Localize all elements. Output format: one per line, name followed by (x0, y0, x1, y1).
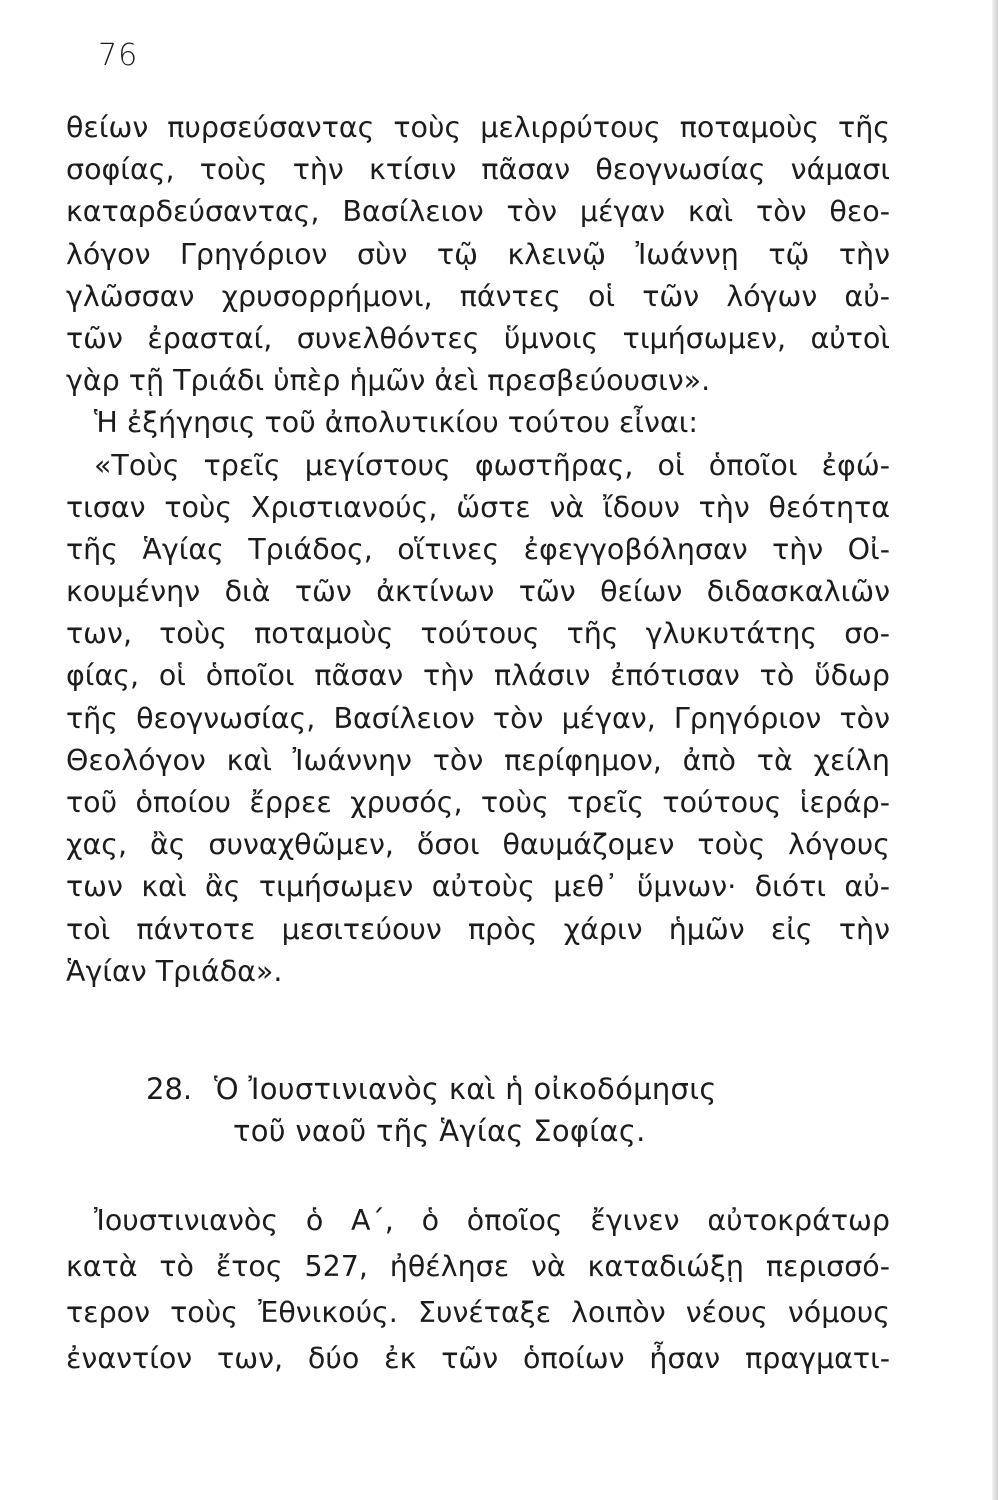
text-line: «Τοὺς τρεῖς μεγίστους φωστῆρας, οἱ ὁποῖοι ἐφώ- (94, 448, 890, 482)
text-line: λόγον Γρηγόριον σὺν τῷ κλεινῷ Ἰωάννῃ τῷ τὴν (66, 237, 890, 271)
text-line: τοῦ ὁποίου ἔρρεε χρυσός, τοὺς τρεῖς τούτους ἱεράρ- (66, 786, 890, 819)
text-line: τῶν ἐρασταί, συνελθόντες ὕμνοις τιμήσωμεν, αὐτοὶ (66, 321, 890, 355)
text-line: των, τοὺς ποταμοὺς τούτους τῆς γλυκυτάτης σο- (66, 617, 890, 651)
text-line: γλῶσσαν χρυσορρήμονι, πάντες οἱ τῶν λόγων αὐ- (66, 279, 890, 313)
text-line: Ἁγίαν Τριάδα». (66, 954, 283, 988)
text-line: Ἰουστινιανὸς ὁ Α΄, ὁ ὁποῖος ἔγινεν αὐτοκράτωρ (94, 1204, 890, 1237)
text-line: ἐναντίον των, δύο ἐκ τῶν ὁποίων ἦσαν πραγματι- (66, 1342, 890, 1375)
text-line: γὰρ τῇ Τριάδι ὑπὲρ ἡμῶν ἀεὶ πρεσβεύουσιν». (66, 364, 711, 398)
body-text (66, 107, 890, 993)
text-line: τερον τοὺς Ἐθνικούς. Συνέταξε λοιπὸν νέους νόμους (66, 1296, 890, 1329)
section-title-line-2: τοῦ ναοῦ τῆς Ἁγίας Σοφίας. (233, 1114, 646, 1148)
text-line: χας, ἂς συναχθῶμεν, ὅσοι θαυμάζομεν τοὺς λόγους (66, 828, 890, 862)
text-line: τισαν τοὺς Χριστιανούς, ὥστε νὰ ἴδουν τὴν θεότητα (66, 490, 890, 524)
text-line: τῆς Ἁγίας Τριάδος, οἵτινες ἐφεγγοβόλησαν τὴν Οἰ- (66, 532, 890, 566)
text-line: θείων πυρσεύσαντας τοὺς μελιρρύτους ποταμοὺς τῆς (66, 111, 890, 144)
page-number: 76 (98, 38, 139, 73)
text-line: των καὶ ἂς τιμήσωμεν αὐτοὺς μεθ᾽ ὕμνων· διότι αὐ- (66, 870, 890, 904)
text-line: φίας, οἱ ὁποῖοι πᾶσαν τὴν πλάσιν ἐπότισαν τὸ ὕδωρ (66, 659, 890, 693)
text-line: τοὶ πάντοτε μεσιτεύουν πρὸς χάριν ἡμῶν εἰς τὴν (66, 912, 890, 946)
text-line: Θεολόγον καὶ Ἰωάννην τὸν περίφημον, ἀπὸ τὰ χείλη (66, 743, 890, 777)
text-line: καταρδεύσαντας, Βασίλειον τὸν μέγαν καὶ τὸν θεο- (66, 195, 890, 229)
text-line: κουμένην διὰ τῶν ἀκτίνων τῶν θείων διδασκαλιῶν (66, 575, 890, 609)
section-number: 28. (146, 1072, 193, 1106)
page-edge (992, 0, 998, 1500)
text-line: τῆς θεογνωσίας, Βασίλειον τὸν μέγαν, Γρηγόριον τὸν (66, 701, 890, 735)
section-title-line-1: Ὁ Ἰουστινιανὸς καὶ ἡ οἰκοδόμησις (214, 1072, 717, 1106)
text-line: σοφίας, τοὺς τὴν κτίσιν πᾶσαν θεογνωσίας νάμασι (66, 153, 890, 187)
section-text (66, 1198, 890, 1382)
text-line: κατὰ τὸ ἔτος 527, ἠθέλησε νὰ καταδιώξῃ περισσό- (66, 1250, 890, 1283)
text-line: Ἡ ἐξήγησις τοῦ ἀπολυτικίου τούτου εἶναι: (94, 406, 698, 440)
